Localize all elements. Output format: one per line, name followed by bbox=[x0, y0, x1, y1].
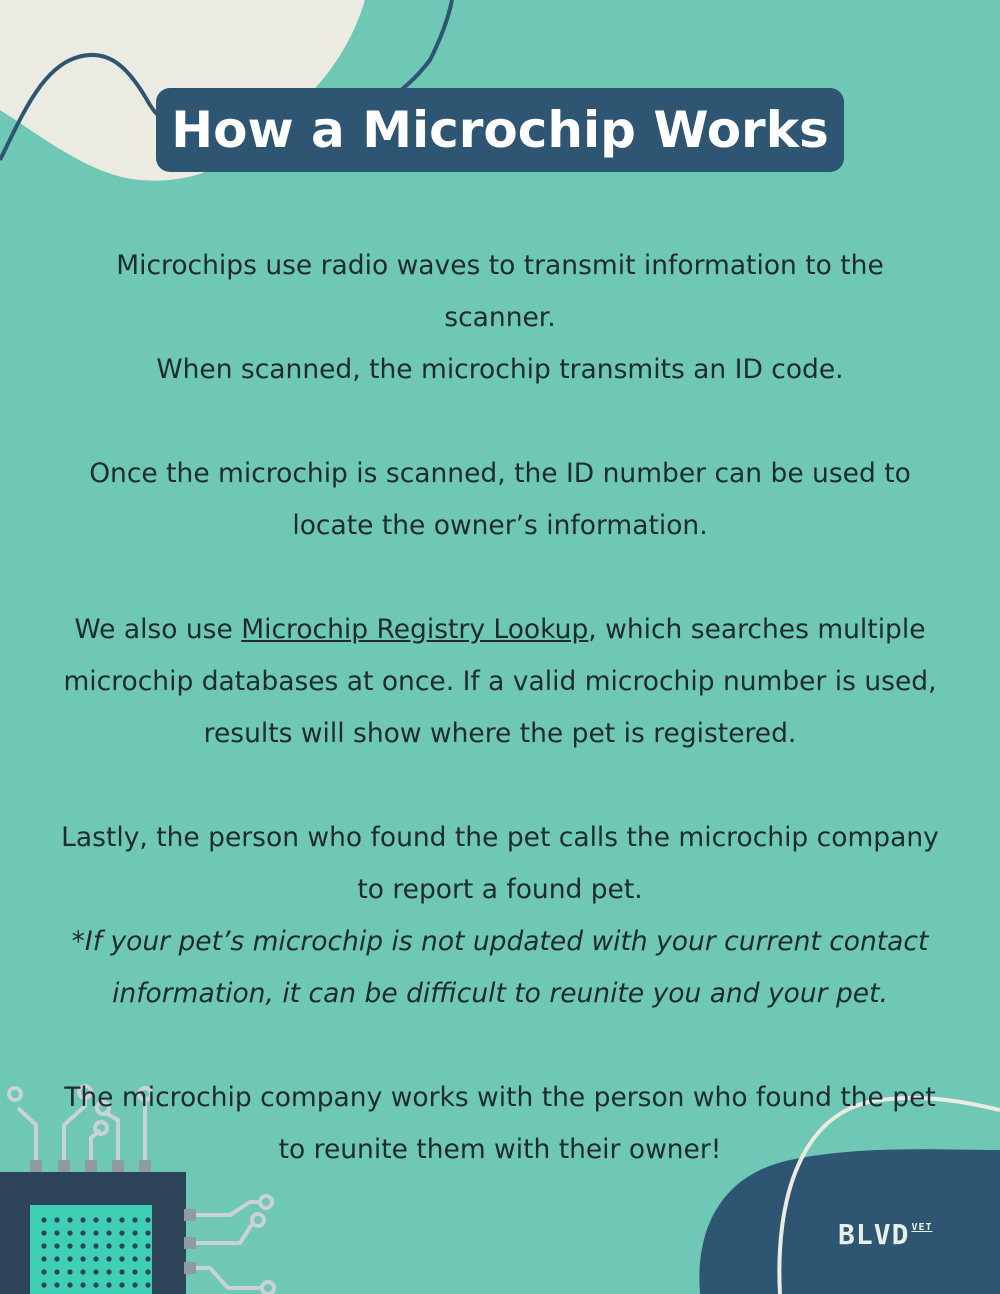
chip-dot bbox=[106, 1269, 111, 1274]
chip-dot bbox=[67, 1282, 72, 1287]
chip-dot bbox=[119, 1217, 124, 1222]
chip-dot bbox=[106, 1256, 111, 1261]
chip-dot bbox=[80, 1269, 85, 1274]
text-segment: , which searches multiple bbox=[588, 614, 926, 645]
paragraph-line bbox=[60, 604, 940, 656]
chip-dot bbox=[67, 1230, 72, 1235]
chip-dot bbox=[106, 1243, 111, 1248]
note-line: *If your pet’s microchip is not updated with your current contact bbox=[71, 926, 929, 957]
paragraph-line: The microchip company works with the person who found the pet bbox=[64, 1082, 936, 1113]
chip-dot bbox=[41, 1256, 46, 1261]
paragraph-line: Lastly, the person who found the pet calls the microchip company bbox=[61, 822, 939, 853]
paragraph-line: results will show where the pet is registered. bbox=[203, 718, 797, 749]
chip-dot bbox=[132, 1243, 137, 1248]
chip-dot bbox=[93, 1217, 98, 1222]
chip-dot bbox=[132, 1256, 137, 1261]
chip-dot bbox=[145, 1282, 150, 1287]
chip-dot bbox=[93, 1282, 98, 1287]
registry-lookup-link[interactable]: Microchip Registry Lookup bbox=[241, 614, 589, 645]
chip-dot bbox=[119, 1269, 124, 1274]
chip-dot bbox=[106, 1230, 111, 1235]
chip-dot bbox=[145, 1217, 150, 1222]
chip-dot bbox=[54, 1217, 59, 1222]
chip-dot bbox=[93, 1269, 98, 1274]
paragraph-line: locate the owner’s information. bbox=[292, 510, 708, 541]
chip-dot bbox=[93, 1256, 98, 1261]
chip-dot bbox=[132, 1282, 137, 1287]
chip-dot bbox=[67, 1256, 72, 1261]
chip-dot bbox=[145, 1230, 150, 1235]
chip-dot bbox=[54, 1269, 59, 1274]
chip-dot bbox=[132, 1230, 137, 1235]
text-segment: We also use bbox=[74, 614, 242, 645]
chip-dot bbox=[132, 1217, 137, 1222]
chip-dot bbox=[145, 1256, 150, 1261]
chip-dot bbox=[54, 1282, 59, 1287]
chip-dot bbox=[93, 1243, 98, 1248]
chip-dot bbox=[41, 1243, 46, 1248]
paragraph-line: Microchips use radio waves to transmit information to the scanner. bbox=[116, 250, 884, 333]
chip-dot bbox=[54, 1243, 59, 1248]
paragraph-line: Once the microchip is scanned, the ID number can be used to bbox=[89, 458, 911, 489]
chip-dot bbox=[119, 1243, 124, 1248]
paragraph-line: to report a found pet. bbox=[357, 874, 643, 905]
chip-dot bbox=[80, 1256, 85, 1261]
chip-dot bbox=[41, 1282, 46, 1287]
title-banner bbox=[156, 88, 844, 172]
chip-dot bbox=[67, 1243, 72, 1248]
chip-dot bbox=[54, 1230, 59, 1235]
paragraph-line: When scanned, the microchip transmits an ID code. bbox=[156, 354, 844, 385]
chip-dot bbox=[54, 1256, 59, 1261]
chip-dot bbox=[132, 1269, 137, 1274]
chip-dot bbox=[119, 1230, 124, 1235]
paragraph-line: to reunite them with their owner! bbox=[278, 1134, 722, 1165]
chip-dot bbox=[145, 1243, 150, 1248]
logo-main: BLVD bbox=[838, 1218, 910, 1251]
chip-dot bbox=[119, 1256, 124, 1261]
chip-dot bbox=[93, 1230, 98, 1235]
logo-sup: VET bbox=[911, 1222, 933, 1233]
chip-dot bbox=[41, 1230, 46, 1235]
chip-dot bbox=[80, 1282, 85, 1287]
paragraph-line: microchip databases at once. If a valid microchip number is used, bbox=[63, 666, 937, 697]
chip-dot bbox=[67, 1269, 72, 1274]
chip-dot bbox=[119, 1282, 124, 1287]
page-title: How a Microchip Works bbox=[171, 101, 829, 159]
chip-dot bbox=[41, 1217, 46, 1222]
body-text bbox=[60, 240, 940, 1176]
chip-dot bbox=[106, 1282, 111, 1287]
chip-dot bbox=[41, 1269, 46, 1274]
chip-dot bbox=[80, 1230, 85, 1235]
chip-dot bbox=[67, 1217, 72, 1222]
chip-dot bbox=[80, 1243, 85, 1248]
blvd-vet-logo bbox=[838, 1218, 933, 1251]
chip-dot bbox=[145, 1269, 150, 1274]
note-line: information, it can be difficult to reunite you and your pet. bbox=[112, 978, 888, 1009]
chip-dot bbox=[80, 1217, 85, 1222]
chip-dot bbox=[106, 1217, 111, 1222]
